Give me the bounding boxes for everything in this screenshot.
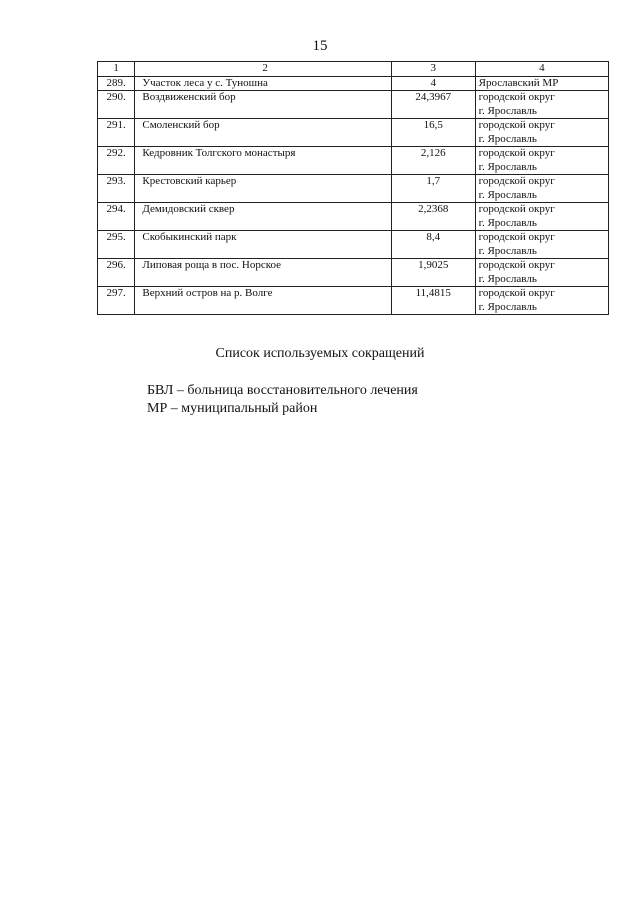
abbreviation-item: БВЛ – больница восстановительного лечения xyxy=(147,383,418,398)
location-line: г. Ярославль xyxy=(478,160,537,173)
row-location-cell xyxy=(475,259,608,287)
location-line: городской округ xyxy=(478,91,555,103)
page-number: 15 xyxy=(312,38,328,54)
location-line: городской округ xyxy=(478,175,555,187)
table-row xyxy=(98,76,609,91)
table-row xyxy=(98,91,609,119)
table-row xyxy=(98,119,609,147)
row-area-cell: 8,4 xyxy=(391,231,475,259)
row-location-cell xyxy=(475,91,608,119)
abbreviation-item: МР – муниципальный район xyxy=(147,401,318,416)
location-line: г. Ярославль xyxy=(478,132,537,145)
row-location-cell xyxy=(475,287,608,315)
row-number-cell: 290. xyxy=(98,91,135,119)
row-number-cell: 291. xyxy=(98,119,135,147)
row-area-cell: 2,2368 xyxy=(391,203,475,231)
row-number-cell: 294. xyxy=(98,203,135,231)
row-name-cell: Скобыкинский парк xyxy=(135,231,392,259)
location-line: г. Ярославль xyxy=(478,300,537,313)
location-line: г. Ярославль xyxy=(478,188,537,201)
location-line: г. Ярославль xyxy=(478,244,537,257)
row-number-cell: 292. xyxy=(98,147,135,175)
abbreviations-list xyxy=(147,382,418,418)
row-number-cell: 289. xyxy=(98,76,135,91)
abbreviations-title: Список используемых сокращений xyxy=(215,346,425,361)
row-name-cell: Липовая роща в пос. Норское xyxy=(135,259,392,287)
row-number-cell: 296. xyxy=(98,259,135,287)
row-area-cell: 1,9025 xyxy=(391,259,475,287)
row-number-cell: 295. xyxy=(98,231,135,259)
row-name-cell: Смоленский бор xyxy=(135,119,392,147)
row-name-cell: Крестовский карьер xyxy=(135,175,392,203)
row-area-cell: 24,3967 xyxy=(391,91,475,119)
row-location-cell xyxy=(475,147,608,175)
row-area-cell: 16,5 xyxy=(391,119,475,147)
table-row xyxy=(98,147,609,175)
row-area-cell: 1,7 xyxy=(391,175,475,203)
row-location-cell xyxy=(475,231,608,259)
header-col-4: 4 xyxy=(475,62,608,77)
row-number-cell: 297. xyxy=(98,287,135,315)
row-name-cell: Демидовский сквер xyxy=(135,203,392,231)
table-row xyxy=(98,203,609,231)
table-row xyxy=(98,231,609,259)
header-col-1: 1 xyxy=(98,62,135,77)
row-location-cell xyxy=(475,76,608,91)
row-name-cell: Кедровник Толгского монастыря xyxy=(135,147,392,175)
table-row xyxy=(98,175,609,203)
row-number-cell: 293. xyxy=(98,175,135,203)
location-line: Ярославский МР xyxy=(478,76,559,89)
registry-table xyxy=(97,61,609,315)
location-line: г. Ярославль xyxy=(478,272,537,285)
location-line: городской округ xyxy=(478,147,555,159)
table-header-row xyxy=(98,62,609,77)
header-col-2: 2 xyxy=(135,62,392,77)
row-name-cell: Участок леса у с. Туношна xyxy=(135,76,392,91)
location-line: городской округ xyxy=(478,231,555,243)
header-col-3: 3 xyxy=(391,62,475,77)
location-line: городской округ xyxy=(478,203,555,215)
table-row xyxy=(98,259,609,287)
location-line: городской округ xyxy=(478,287,555,299)
location-line: г. Ярославль xyxy=(478,216,537,229)
location-line: г. Ярославль xyxy=(478,104,537,117)
row-location-cell xyxy=(475,203,608,231)
table-row xyxy=(98,287,609,315)
location-line: городской округ xyxy=(478,259,555,271)
row-name-cell: Воздвиженский бор xyxy=(135,91,392,119)
row-area-cell: 4 xyxy=(391,76,475,91)
row-location-cell xyxy=(475,175,608,203)
row-name-cell: Верхний остров на р. Волге xyxy=(135,287,392,315)
row-area-cell: 2,126 xyxy=(391,147,475,175)
row-area-cell: 11,4815 xyxy=(391,287,475,315)
row-location-cell xyxy=(475,119,608,147)
location-line: городской округ xyxy=(478,119,555,131)
